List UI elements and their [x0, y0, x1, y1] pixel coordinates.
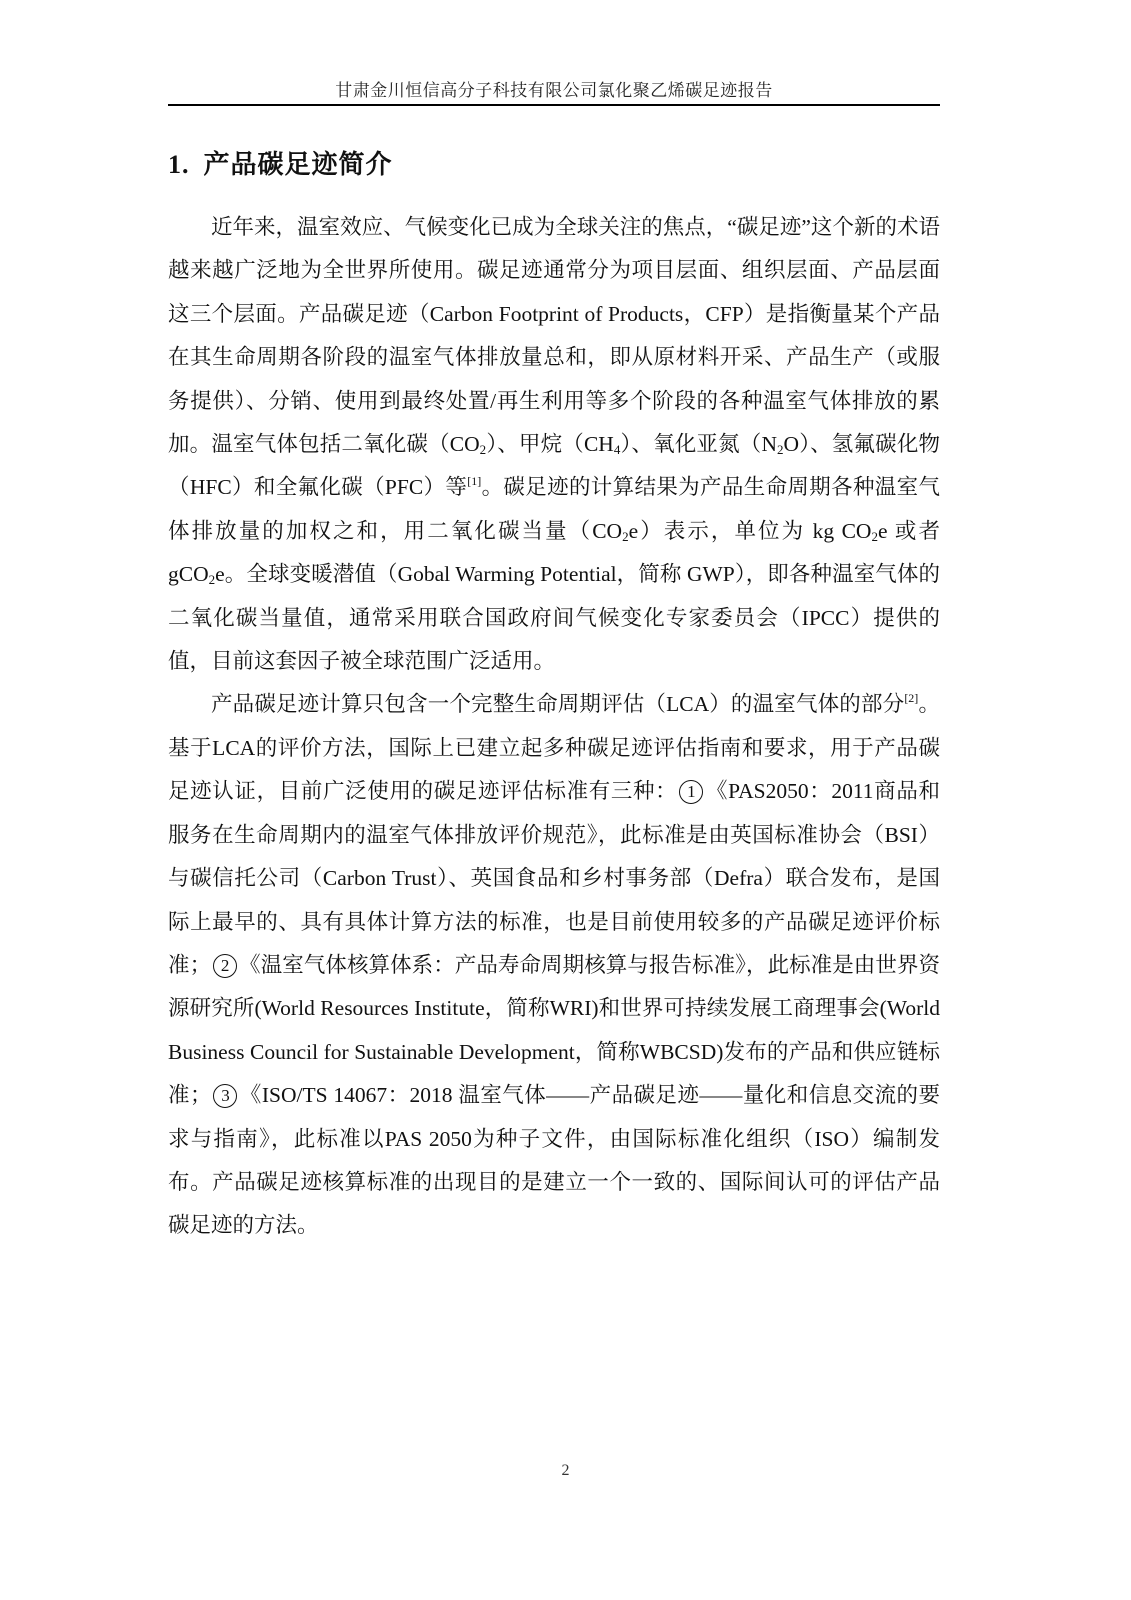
text-run: ）、氧化亚氮（N	[620, 432, 777, 457]
text-run: O）、氢氟碳化物（HFC）和全氟化碳（PFC）等	[168, 432, 941, 500]
text-run: 《PAS2050：2011商品和服务在生命周期内的温室气体排放评价规范》，此标准是由英国标准协会（BSI）与碳信托公司（Carbon Trust）、英国食品和乡村事务部（Defra）联合发布，是国际上最早的、具有具体计算方法的标准，也是目前使用较多的产品碳足迹评价标准；	[168, 779, 940, 977]
subscript: 2	[871, 528, 878, 544]
paragraph-1	[168, 206, 940, 683]
text-run: 。碳足迹的计算结果为产品生命周期各种温室气体排放量的加权之和，用二氧化碳当量（CO	[168, 475, 940, 543]
page-number: 2	[561, 1462, 570, 1479]
subscript: 2	[622, 528, 629, 544]
body-text	[168, 206, 940, 1248]
text-run: 。基于LCA的评价方法，国际上已建立起多种碳足迹评估指南和要求，用于产品碳足迹认证，目前广泛使用的碳足迹评估标准有三种：	[168, 692, 940, 804]
circled-number-3: 3	[213, 1084, 237, 1108]
text-run: e 或者 gCO	[168, 518, 940, 587]
text-run: e）表示，单位为 kg CO	[628, 518, 872, 543]
text-run: e。全球变暖潜值（Gobal Warming Potential，简称 GWP），即各种温室气体的二氧化碳当量值，通常采用联合国政府间气候变化专家委员会（IPCC）提供的值，目前这套因子被全球范围广泛适用。	[168, 562, 940, 674]
subscript: 2	[208, 572, 216, 588]
text-run: 产品碳足迹计算只包含一个完整生命周期评估（LCA）的温室气体的部分	[211, 692, 905, 717]
citation-ref-1[interactable]: [1]	[467, 474, 482, 489]
paragraph-2	[168, 683, 940, 1247]
subscript: 2	[777, 442, 784, 458]
text-run: 近年来，温室效应、气候变化已成为全球关注的焦点，“碳足迹”这个新的术语越来越广泛地为全世界所使用。碳足迹通常分为项目层面、组织层面、产品层面这三个层面。产品碳足迹（Carbon Footprint of Products，CFP）是指衡量某个产品在其生命周期各阶段的温室气体排放量总和，即从原材料开采、产品生产（或服务提供）、分销、使用到最终处置/再生利用等多个阶段的各种温室气体排放的累加。温室气体包括二氧化碳（CO	[168, 215, 940, 457]
text-run: ）、甲烷（CH	[486, 432, 614, 457]
section-number: 1.	[168, 150, 190, 179]
circled-number-2: 2	[213, 954, 237, 978]
running-header: 甘肃金川恒信高分子科技有限公司氯化聚乙烯碳足迹报告	[335, 81, 773, 100]
citation-ref-2[interactable]: [2]	[904, 691, 919, 706]
section-heading	[168, 144, 393, 181]
text-run: 《ISO/TS 14067：2018 温室气体——产品碳足迹——量化和信息交流的要求与指南》，此标准以PAS 2050为种子文件，由国际标准化组织（ISO）编制发布。产品碳足迹核算标准的出现目的是建立一个一致的、国际间认可的评估产品碳足迹的方法。	[168, 1083, 940, 1238]
text-run: 《温室气体核算体系：产品寿命周期核算与报告标准》，此标准是由世界资源研究所(World Resources Institute，简称WRI)和世界可持续发展工商理事会(World Business Council for Sustainable Development，简称WBCSD)发布的产品和供应链标准；	[168, 952, 940, 1108]
subscript: 2	[479, 442, 487, 458]
section-title-text: 产品碳足迹简介	[203, 150, 393, 180]
subscript: 4	[613, 442, 621, 458]
circled-number-1: 1	[679, 780, 703, 804]
header-divider	[168, 104, 940, 106]
